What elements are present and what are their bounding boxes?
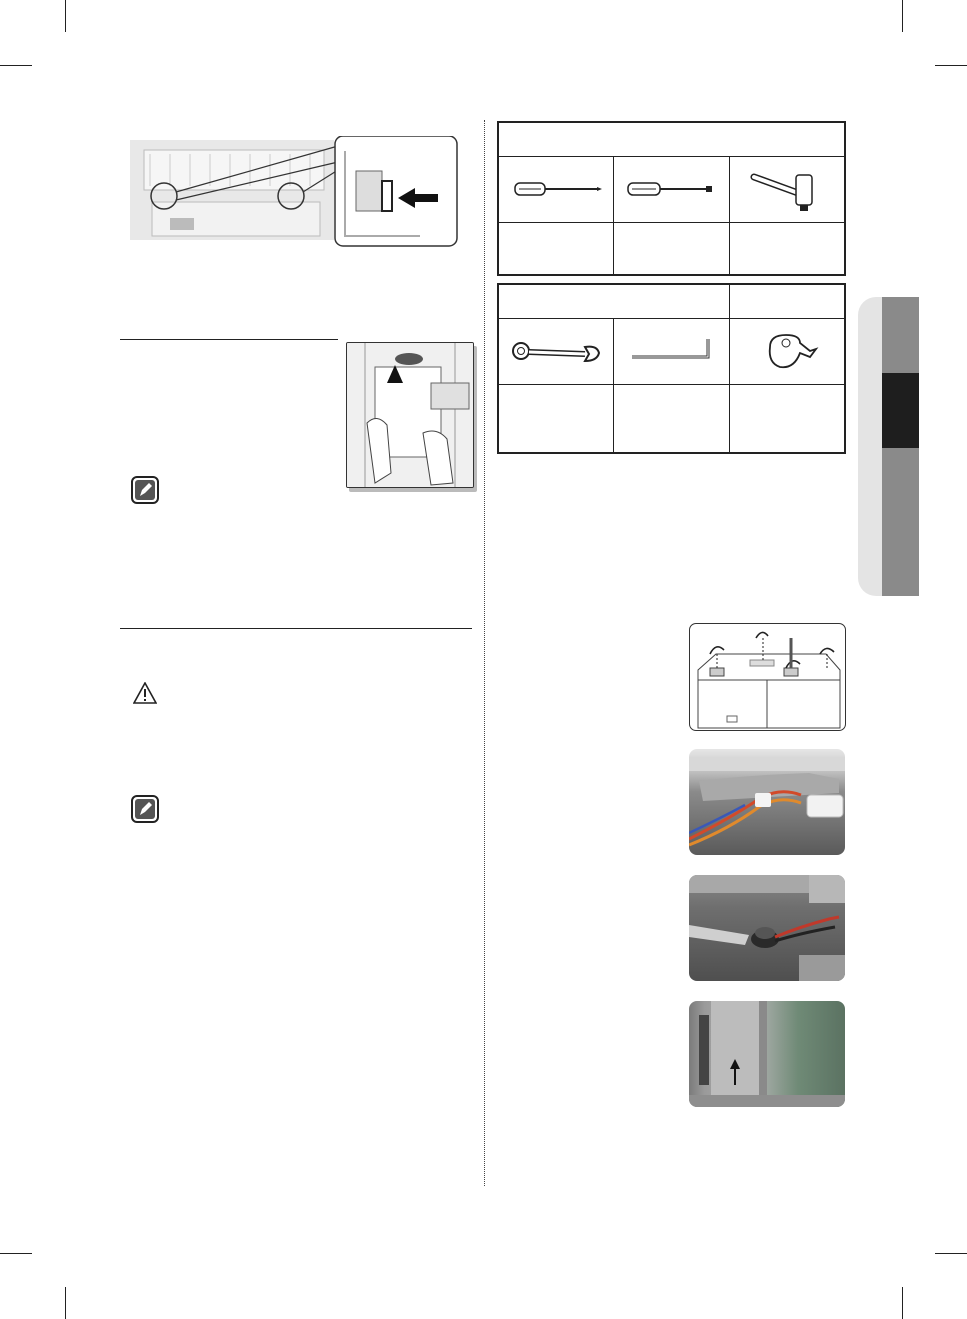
side-tab-active <box>882 373 919 448</box>
tool-label-cell <box>614 385 730 452</box>
crop-mark <box>902 1287 903 1319</box>
spanner-wrench-icon <box>499 319 613 385</box>
hex-key-icon <box>614 319 729 385</box>
tool-label-cell <box>499 223 614 274</box>
column-divider <box>484 120 485 1186</box>
tool-label-cell <box>730 223 844 274</box>
tool-cell <box>614 319 730 385</box>
note-pencil-icon <box>131 476 159 504</box>
clip-part-icon <box>730 319 844 385</box>
crop-mark <box>65 1287 66 1319</box>
wire-connector-photo <box>689 749 845 855</box>
crop-mark <box>65 0 66 32</box>
crop-mark <box>935 65 967 66</box>
tool-cell <box>614 157 730 223</box>
side-tab-lower <box>882 448 919 596</box>
table-header-cell <box>730 285 844 319</box>
water-line-wrench-photo <box>689 875 845 981</box>
note-pencil-icon <box>131 795 159 823</box>
crop-mark <box>0 1253 32 1254</box>
crop-mark <box>935 1253 967 1254</box>
tool-cell <box>499 319 614 385</box>
socket-wrench-icon <box>730 157 844 223</box>
tool-label-cell <box>730 385 844 452</box>
tools-table-1 <box>497 121 846 276</box>
table-header-cell <box>499 123 844 157</box>
table-header-cell <box>499 285 730 319</box>
ice-bucket-removal-illustration <box>346 342 474 488</box>
tool-cell <box>499 157 614 223</box>
freezer-interior-illustration <box>130 136 460 248</box>
section-rule <box>120 339 338 340</box>
crop-mark <box>902 0 903 32</box>
crop-mark <box>0 65 32 66</box>
phillips-screwdriver-icon <box>499 157 613 223</box>
tool-cell <box>730 157 844 223</box>
flat-screwdriver-icon <box>614 157 729 223</box>
tools-table-2 <box>497 283 846 454</box>
tool-label-cell <box>499 385 614 452</box>
caution-triangle-icon <box>133 682 157 704</box>
door-hinge-arrow-photo <box>689 1001 845 1107</box>
side-tab-upper <box>882 297 919 373</box>
section-rule <box>120 628 472 629</box>
door-hinge-screws-illustration <box>689 623 846 731</box>
tool-cell <box>730 319 844 385</box>
tool-label-cell <box>614 223 730 274</box>
